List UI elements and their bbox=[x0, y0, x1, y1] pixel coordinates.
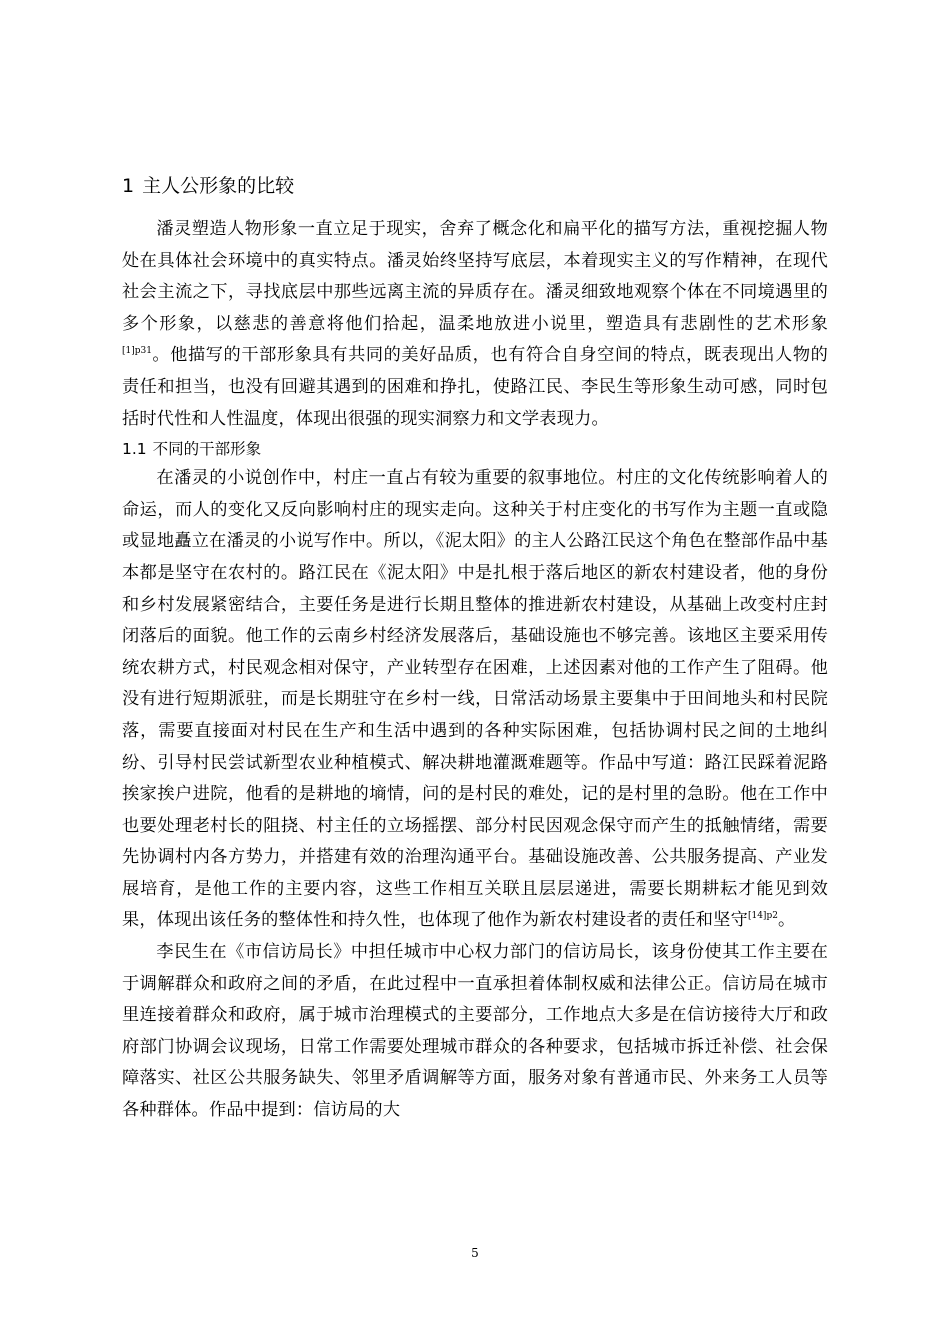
citation-ref: [1]p31 bbox=[122, 346, 152, 357]
paragraph-2-text: 在潘灵的小说创作中，村庄一直占有较为重要的叙事地位。村庄的文化传统影响着人的命运，而人的变化又反向影响村庄的现实走向。这种关于村庄变化的书写作为主题一直或隐或显地矗立在潘灵的小说写作中。所以，《泥太阳》的主人公路江民这个角色在整部作品中基本都是坚守在农村的。路江民在《泥太阳》中是扎根于落后地区的新农村建设者，他的身份和乡村发展紧密结合，主要任务是进行长期且整体的推进新农村建设，从基础上改变村庄封闭落后的面貌。他工作的云南乡村经济发展落后，基础设施也不够完善。该地区主要采用传统农耕方式，村民观念相对保守，产业转型存在困难，上述因素对他的工作产生了阻碍。他没有进行短期派驻，而是长期驻守在乡村一线，日常活动场景主要集中于田间地头和村民院落，需要直接面对村民在生产和生活中遇到的各种实际困难，包括协调村民之间的土地纠纷、引导村民尝试新型农业种植模式、解决耕地灌溉难题等。作品中写道：路江民踩着泥路挨家挨户进院，他看的是耕地的墒情，问的是村民的难处，记的是村里的急盼。他在工作中也要处理老村长的阻挠、村主任的立场摇摆、部分村民因观念保守而产生的抵触情绪，需要先协调村内各方势力，并搭建有效的治理沟通平台。基础设施改善、公共服务提高、产业发展培育，是他工作的主要内容，这些工作相互关联且层层递进，需要长期耕耘才能见到效果，体现出该任务的整体性和持久性，也体现了他作为新农村建设者的责任和坚守 bbox=[122, 468, 828, 931]
section-title: 主人公形象的比较 bbox=[142, 175, 295, 197]
citation-ref: [14]p2 bbox=[747, 911, 778, 922]
paragraph-1-text: 潘灵塑造人物形象一直立足于现实，舍弃了概念化和扁平化的描写方法，重视挖掘人物处在具体社会环境中的真实特点。潘灵始终坚持写底层，本着现实主义的写作精神，在现代社会主流之下，寻找底层中那些远离主流的异质存在。潘灵细致地观察个体在不同境遇里的多个形象，以慈悲的善意将他们拾起，温柔地放进小说里，塑造具有悲剧性的艺术形象 bbox=[122, 219, 828, 334]
paragraph-1-text-after: 。他描写的干部形象具有共同的美好品质，也有符合自身空间的特点，既表现出人物的责任和担当，也没有回避其遇到的困难和挣扎，使路江民、李民生等形象生动可感，同时包括时代性和人性温度，体现出很强的现实洞察力和文学表现力。 bbox=[122, 345, 828, 429]
paragraph-2 bbox=[122, 463, 828, 937]
paragraph-3 bbox=[122, 937, 828, 1127]
subsection-heading bbox=[122, 435, 828, 463]
subsection-title: 不同的干部形象 bbox=[152, 440, 262, 459]
paragraph-2-text-after: 。 bbox=[777, 910, 796, 931]
paragraph-3-text: 李民生在《市信访局长》中担任城市中心权力部门的信访局长，该身份使其工作主要在于调解群众和政府之间的矛盾，在此过程中一直承担着体制权威和法律公正。信访局在城市里连接着群众和政府，属于城市治理模式的主要部分，工作地点大多是在信访接待大厅和政府部门协调会议现场，日常工作需要处理城市群众的各种要求，包括城市拆迁补偿、社会保障落实、社区公共服务缺失、邻里矛盾调解等方面，服务对象有普通市民、外来务工人员等各种群体。作品中提到：信访局的大 bbox=[122, 942, 828, 1121]
page-content bbox=[122, 168, 828, 1127]
page-number: 5 bbox=[471, 1246, 479, 1260]
subsection-number: 1.1 bbox=[122, 440, 147, 459]
section-number: 1 bbox=[122, 175, 135, 197]
paragraph-1 bbox=[122, 214, 828, 435]
section-heading bbox=[122, 168, 828, 204]
